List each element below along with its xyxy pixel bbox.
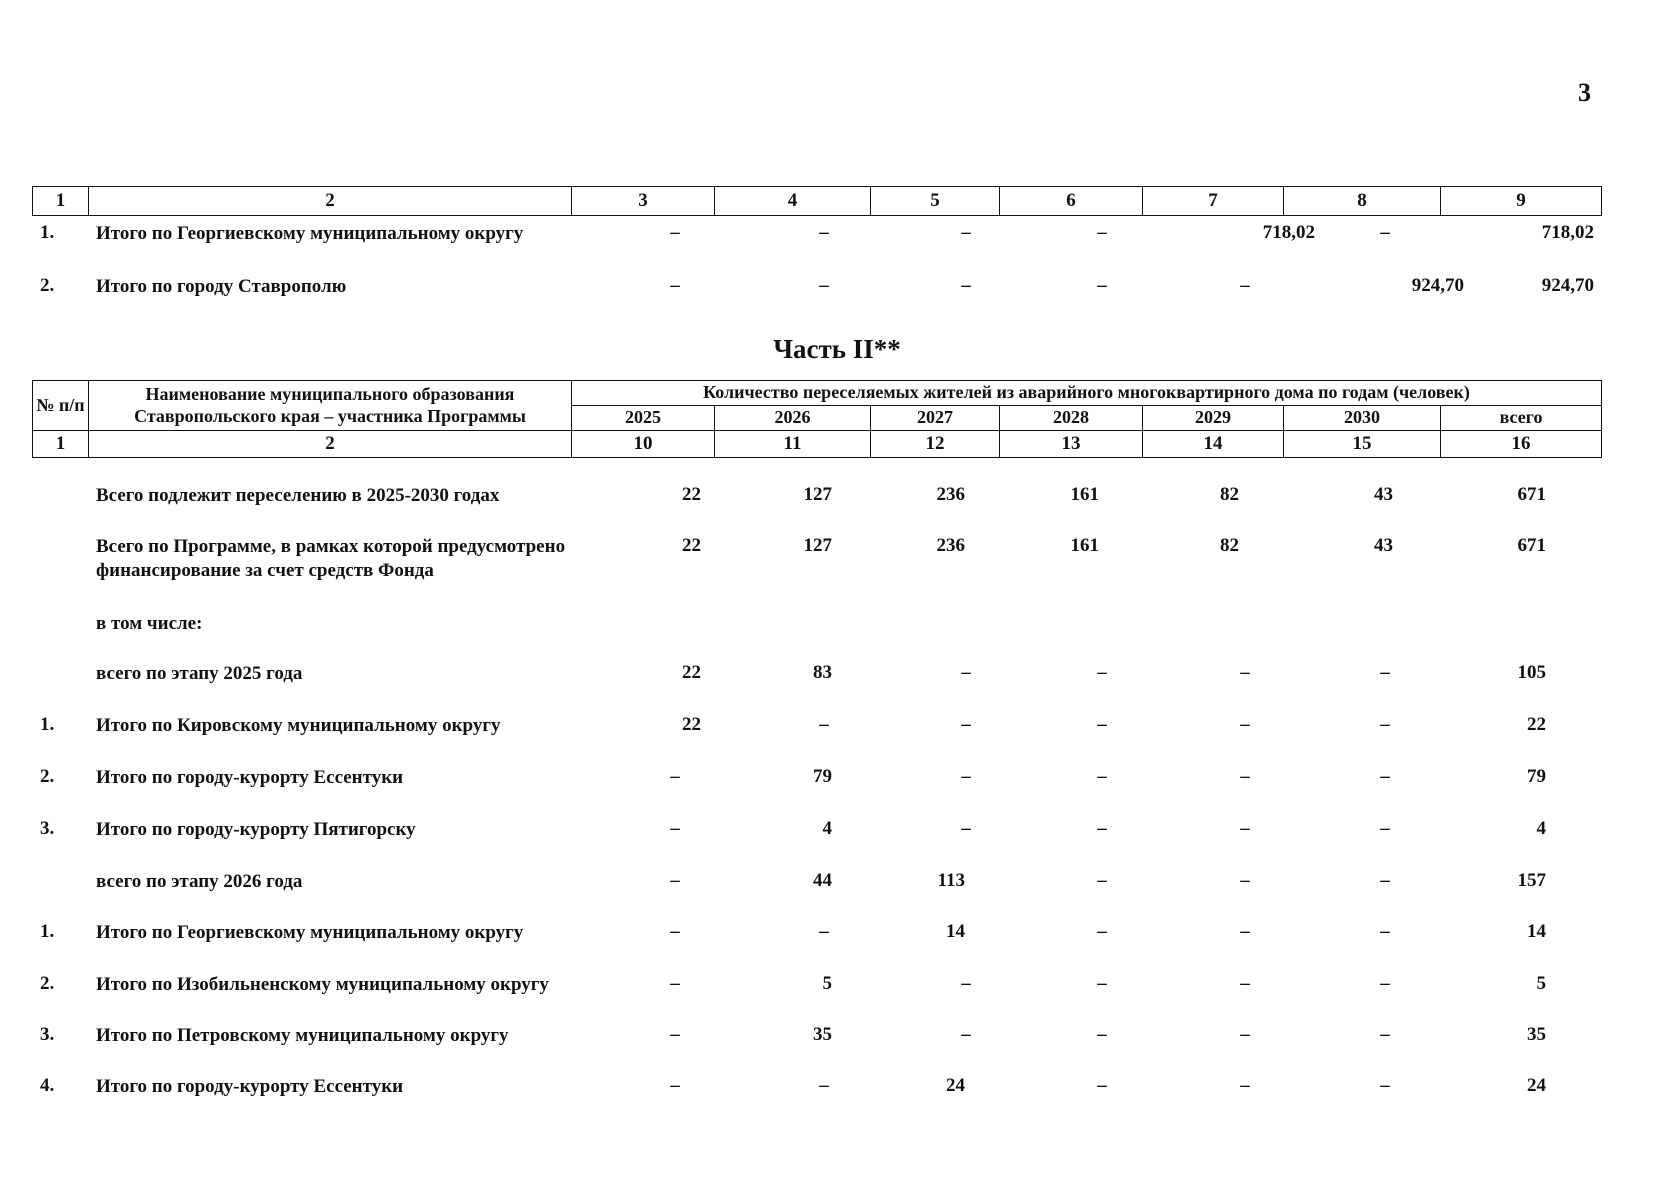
cell: – bbox=[1380, 714, 1390, 735]
header-name-col: Наименование муниципального образования Ставропольского края – участника Программы bbox=[89, 381, 572, 431]
col-num-15: 15 bbox=[1284, 431, 1441, 458]
cell: – bbox=[670, 1075, 680, 1096]
cell: – bbox=[1097, 870, 1107, 891]
header-year-2030: 2030 bbox=[1284, 406, 1441, 431]
row-name: всего по этапу 2025 года bbox=[96, 663, 303, 684]
cell: 22 bbox=[682, 662, 701, 683]
cell: – bbox=[1240, 766, 1250, 787]
cell: 4 bbox=[822, 818, 832, 839]
cell: – bbox=[961, 818, 971, 839]
cell: 5 bbox=[822, 973, 832, 994]
cell: 161 bbox=[1070, 535, 1099, 556]
row-number: 3. bbox=[40, 818, 55, 839]
cell: 24 bbox=[1527, 1075, 1546, 1096]
cell: – bbox=[819, 921, 829, 942]
col-num-14: 14 bbox=[1143, 431, 1284, 458]
header-total: всего bbox=[1441, 406, 1602, 431]
cell: – bbox=[1240, 818, 1250, 839]
cell: – bbox=[961, 714, 971, 735]
col-num-2: 2 bbox=[89, 431, 572, 458]
cell: – bbox=[1380, 766, 1390, 787]
row-name: Итого по Изобильненскому муниципальному округу bbox=[96, 974, 549, 995]
col-num-5: 5 bbox=[871, 187, 1000, 216]
cell: 113 bbox=[937, 870, 965, 891]
row-name: Итого по городу-курорту Ессентуки bbox=[96, 767, 404, 788]
cell: – bbox=[1380, 1075, 1390, 1096]
cell: – bbox=[1097, 275, 1107, 296]
cell: 924,70 bbox=[1411, 275, 1464, 296]
cell: – bbox=[961, 662, 971, 683]
cell: 24 bbox=[946, 1075, 965, 1096]
row-number: 2. bbox=[40, 275, 55, 296]
cell: 4 bbox=[1536, 818, 1546, 839]
header-year-2029: 2029 bbox=[1143, 406, 1284, 431]
cell: – bbox=[1097, 662, 1107, 683]
cell: 671 bbox=[1517, 535, 1546, 556]
cell: 5 bbox=[1536, 973, 1546, 994]
cell: – bbox=[670, 870, 680, 891]
cell: – bbox=[1380, 973, 1390, 994]
cell: 83 bbox=[813, 662, 832, 683]
cell: – bbox=[819, 222, 829, 243]
cell: – bbox=[670, 766, 680, 787]
cell: 718,02 bbox=[1262, 222, 1315, 243]
col-num-7: 7 bbox=[1143, 187, 1284, 216]
cell: – bbox=[1240, 714, 1250, 735]
cell: 44 bbox=[813, 870, 832, 891]
cell: 82 bbox=[1220, 484, 1239, 505]
col-num-11: 11 bbox=[715, 431, 871, 458]
cell: 14 bbox=[946, 921, 965, 942]
cell: – bbox=[1097, 818, 1107, 839]
cell: 22 bbox=[1527, 714, 1546, 735]
header-year-2026: 2026 bbox=[715, 406, 871, 431]
part-title: Часть II** bbox=[773, 334, 901, 364]
row-name: Итого по Кировскому муниципальному округу bbox=[96, 715, 501, 736]
col-num-16: 16 bbox=[1441, 431, 1602, 458]
cell: 22 bbox=[682, 484, 701, 505]
cell: 105 bbox=[1517, 662, 1546, 683]
row-number: 2. bbox=[40, 766, 55, 787]
cell: – bbox=[1097, 714, 1107, 735]
cell: – bbox=[670, 818, 680, 839]
part2-table-header bbox=[32, 380, 1602, 458]
cell: – bbox=[1240, 662, 1250, 683]
page-number: 3 bbox=[1578, 78, 1591, 107]
row-name: Итого по городу-курорту Ессентуки bbox=[96, 1076, 404, 1097]
cell: 14 bbox=[1527, 921, 1546, 942]
col-num-9: 9 bbox=[1441, 187, 1602, 216]
row-name: Итого по Георгиевскому муниципальному округу bbox=[96, 922, 524, 943]
cell: – bbox=[819, 1075, 829, 1096]
cell: 43 bbox=[1374, 535, 1393, 556]
cell: – bbox=[1097, 1075, 1107, 1096]
row-number: 1. bbox=[40, 222, 55, 243]
header-group-col: Количество переселяемых жителей из аварийного многоквартирного дома по годам (человек) bbox=[572, 381, 1602, 406]
cell: – bbox=[670, 921, 680, 942]
cell: 82 bbox=[1220, 535, 1239, 556]
row-name: в том числе: bbox=[96, 613, 203, 634]
col-num-13: 13 bbox=[1000, 431, 1143, 458]
cell: – bbox=[1380, 1024, 1390, 1045]
cell: – bbox=[1097, 766, 1107, 787]
row-name: Итого по городу Ставрополю bbox=[96, 276, 347, 297]
row-number: 3. bbox=[40, 1024, 55, 1045]
col-num-8: 8 bbox=[1284, 187, 1441, 216]
cell: 79 bbox=[1527, 766, 1546, 787]
cell: 157 bbox=[1517, 870, 1546, 891]
cell: 22 bbox=[682, 535, 701, 556]
cell: – bbox=[1240, 1024, 1250, 1045]
cell: – bbox=[961, 766, 971, 787]
col-num-4: 4 bbox=[715, 187, 871, 216]
cell: – bbox=[670, 275, 680, 296]
col-num-2: 2 bbox=[89, 187, 572, 216]
row-number: 1. bbox=[40, 921, 55, 942]
cell: – bbox=[1240, 870, 1250, 891]
header-year-2027: 2027 bbox=[871, 406, 1000, 431]
cell: – bbox=[1097, 973, 1107, 994]
cell: – bbox=[1380, 921, 1390, 942]
row-name: Всего по Программе, в рамках которой предусмотрено финансирование за счет средств Фонда bbox=[96, 536, 566, 581]
cell: 924,70 bbox=[1541, 275, 1594, 296]
col-num-10: 10 bbox=[572, 431, 715, 458]
cell: – bbox=[961, 275, 971, 296]
cell: – bbox=[670, 973, 680, 994]
cell: 127 bbox=[803, 484, 832, 505]
col-num-1: 1 bbox=[33, 431, 89, 458]
cell: – bbox=[670, 222, 680, 243]
header-number-col: № п/п bbox=[33, 381, 89, 431]
row-number: 2. bbox=[40, 973, 55, 994]
cell: – bbox=[1097, 1024, 1107, 1045]
cell: – bbox=[1240, 973, 1250, 994]
header-year-2025: 2025 bbox=[572, 406, 715, 431]
cell: – bbox=[1240, 275, 1250, 296]
cell: – bbox=[1240, 1075, 1250, 1096]
col-num-12: 12 bbox=[871, 431, 1000, 458]
top-table-header bbox=[32, 186, 1602, 216]
cell: 79 bbox=[813, 766, 832, 787]
cell: 35 bbox=[813, 1024, 832, 1045]
cell: 43 bbox=[1374, 484, 1393, 505]
header-year-2028: 2028 bbox=[1000, 406, 1143, 431]
cell: – bbox=[961, 973, 971, 994]
row-name: Всего подлежит переселению в 2025-2030 годах bbox=[96, 485, 500, 506]
cell: 22 bbox=[682, 714, 701, 735]
cell: 718,02 bbox=[1541, 222, 1594, 243]
cell: – bbox=[961, 1024, 971, 1045]
row-number: 4. bbox=[40, 1075, 55, 1096]
cell: – bbox=[1097, 921, 1107, 942]
col-num-6: 6 bbox=[1000, 187, 1143, 216]
cell: – bbox=[961, 222, 971, 243]
cell: – bbox=[1240, 921, 1250, 942]
row-name: всего по этапу 2026 года bbox=[96, 871, 303, 892]
cell: 127 bbox=[803, 535, 832, 556]
cell: – bbox=[819, 275, 829, 296]
col-num-3: 3 bbox=[572, 187, 715, 216]
row-name: Итого по Петровскому муниципальному округу bbox=[96, 1025, 509, 1046]
row-name: Итого по городу-курорту Пятигорску bbox=[96, 819, 416, 840]
cell: – bbox=[1380, 818, 1390, 839]
cell: 35 bbox=[1527, 1024, 1546, 1045]
cell: – bbox=[1380, 222, 1390, 243]
col-num-1: 1 bbox=[33, 187, 89, 216]
row-number: 1. bbox=[40, 714, 55, 735]
cell: – bbox=[670, 1024, 680, 1045]
cell: 236 bbox=[936, 484, 965, 505]
cell: 161 bbox=[1070, 484, 1099, 505]
cell: – bbox=[1380, 870, 1390, 891]
cell: – bbox=[1097, 222, 1107, 243]
cell: – bbox=[1380, 662, 1390, 683]
row-name: Итого по Георгиевскому муниципальному округу bbox=[96, 223, 524, 244]
cell: 671 bbox=[1517, 484, 1546, 505]
cell: 236 bbox=[936, 535, 965, 556]
cell: – bbox=[819, 714, 829, 735]
